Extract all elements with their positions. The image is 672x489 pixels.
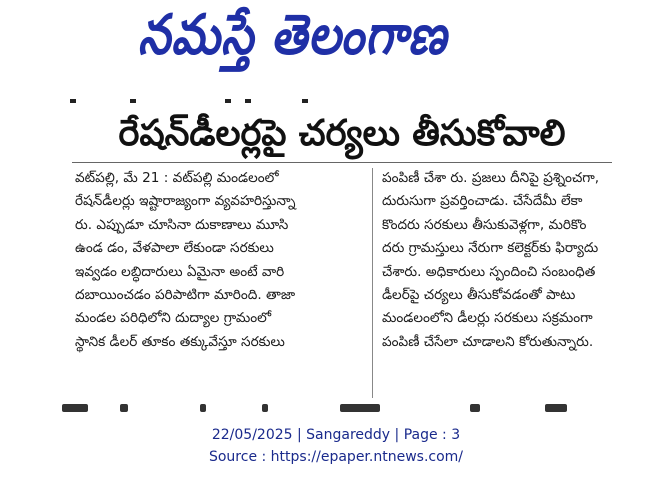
article-line: చేశారు. అధికారులు స్పందించి సంబంధిత (382, 263, 596, 280)
article-line: స్థానిక డీలర్ తూకం తక్కువేస్తూ సరకులు (75, 333, 285, 350)
article-line: రేషన్‌డీలర్లు ఇష్టారాజ్యంగా వ్యవహరిస్తున్నా (75, 193, 296, 210)
article-line: మండల పరిధిలోని దుద్యాల గ్రామంలో (75, 310, 272, 327)
newspaper-logo: నమస్తే తెలంగాణ (138, 2, 448, 67)
masthead (0, 0, 672, 90)
article-column-left (75, 167, 368, 354)
column-divider (372, 168, 373, 398)
article-line: మండలంలోని డీలర్లు సరకులు సక్రమంగా (382, 310, 593, 327)
footer-date-line: 22/05/2025 | Sangareddy | Page : 3 (211, 427, 461, 443)
article-line: ఇవ్వడం లబ్ధిదారులు ఏమైనా అంటే వారి (75, 263, 285, 280)
article-line: ఉండ డం, వేళపాలా లేకుండా సరకులు (75, 240, 274, 257)
article-line: వట్‌పల్లి, మే 21 : వట్‌పల్లి మండలంలో (75, 170, 279, 186)
article-line: పంపిణీ చేశా రు. ప్రజలు దీనిపై ప్రశ్నించగా, (382, 170, 600, 186)
article-headline: రేషన్‌డీలర్లపై చర్యలు తీసుకోవాలి (118, 113, 566, 154)
cropped-text-fragment-bottom (0, 400, 672, 414)
article-column-right (382, 167, 667, 354)
article-line: డీలర్‌పై చర్యలు తీసుకోవడంతో పాటు (382, 287, 576, 304)
article-line: దబాయించడం పరిపాటిగా మారింది. తాజా (75, 287, 296, 304)
headline-rule (72, 162, 612, 163)
article-line: దరు గ్రామస్తులు నేరుగా కలెక్టర్‌కు ఫిర్యాదు (382, 240, 599, 257)
article-line: దురుసుగా ప్రవర్తించాడు. చేసేదేమీ లేకా (382, 193, 583, 210)
article-line: రు. ఎప్పుడూ చూసినా దుకాణాలు మూసి (75, 216, 289, 233)
footer-source-link[interactable]: Source : https://epaper.ntnews.com/ (208, 449, 464, 465)
article-line: పంపిణీ చేసేలా చూడాలని కోరుతున్నారు. (382, 333, 594, 350)
article-line: కొందరు సరకులు తీసుకువెళ్లగా, మరికొం (382, 216, 587, 233)
cropped-text-fragment-top (70, 99, 610, 103)
source-footer (0, 424, 672, 468)
